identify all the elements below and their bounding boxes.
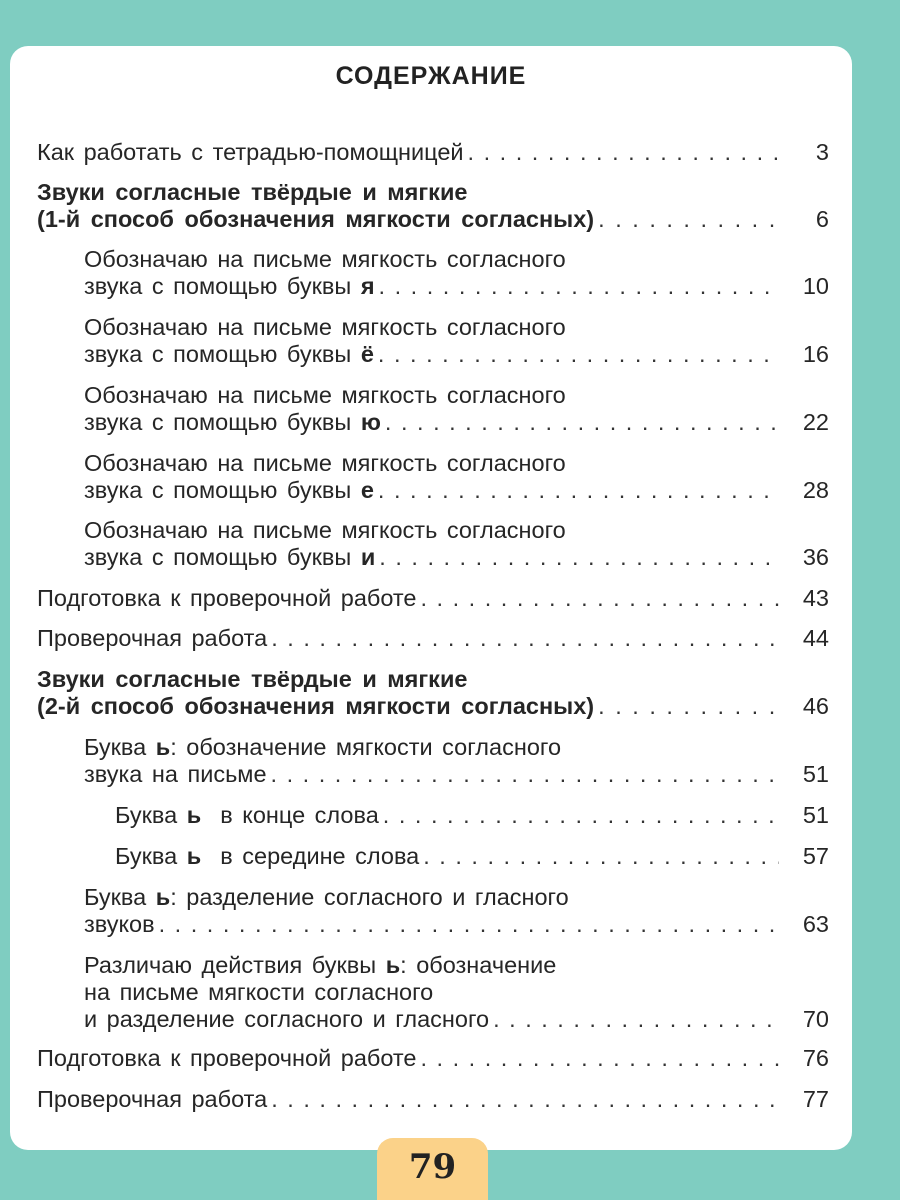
leader-dots (468, 139, 779, 166)
toc-entry-title: Обозначаю на письме мягкость согласного (84, 450, 566, 476)
toc-entry (37, 1086, 829, 1113)
toc-entry-title: Проверочная работа (37, 625, 268, 651)
toc-section-subtitle: (2-й способ обозначения мягкости согласных) (37, 693, 595, 719)
toc-entry-title-cont: и разделение согласного и гласного (84, 1006, 490, 1032)
toc-entry (84, 884, 829, 938)
toc-entry (84, 382, 829, 436)
toc-section-subtitle: (1-й способ обозначения мягкости согласных) (37, 206, 595, 232)
toc-entry (84, 517, 829, 571)
page-number: 79 (408, 1147, 457, 1187)
toc-entry-page: 44 (802, 625, 829, 651)
highlight-letter: ь (385, 952, 401, 978)
toc-entry-page: 10 (802, 273, 829, 299)
toc-entry-page: 76 (802, 1045, 829, 1071)
highlight-letter: ь (186, 802, 202, 828)
leader-dots (379, 544, 779, 571)
toc-entry-title-cont: в конце слова (220, 802, 379, 828)
toc-entry-title: Обозначаю на письме мягкость согласного (84, 314, 566, 340)
leader-dots (493, 1006, 779, 1033)
toc-entry-page: 3 (815, 139, 829, 165)
toc-entry-page: 77 (802, 1086, 829, 1112)
page-title: СОДЕРЖАНИЕ (335, 62, 527, 90)
toc-entry-page: 28 (802, 477, 829, 503)
toc-entry-title-cont: звука с помощью буквы (84, 409, 361, 435)
toc-entry-title: Буква (84, 734, 156, 760)
toc-entry-title-cont: на письме мягкости согласного (84, 979, 434, 1005)
toc-entry-title: Проверочная работа (37, 1086, 268, 1112)
toc-entry-title: Обозначаю на письме мягкость согласного (84, 382, 566, 408)
leader-dots (598, 206, 779, 233)
toc-entry (37, 1045, 829, 1072)
leader-dots (379, 273, 779, 300)
toc-entry-title: Как работать с тетрадью-помощницей (37, 139, 464, 165)
highlight-letter: я (360, 273, 375, 299)
toc-entry-title-cont: звука на письме (84, 761, 267, 787)
toc-entry-title-cont: звуков (84, 911, 155, 937)
toc-entry-title-cont: звука с помощью буквы (84, 477, 361, 503)
toc-entry-page: 63 (802, 911, 829, 937)
leader-dots (271, 1086, 779, 1113)
toc-entry (37, 139, 829, 166)
leader-dots (271, 761, 779, 788)
leader-dots (383, 802, 779, 829)
toc-entry-title-cont: звука с помощью буквы (84, 341, 361, 367)
toc-entry (37, 585, 829, 612)
toc-entry-title: Различаю действия буквы (84, 952, 386, 978)
toc-section-title: Звуки согласные твёрдые и мягкие (37, 666, 468, 692)
leader-dots (378, 341, 779, 368)
toc-entry-title-rest: : обозначение мягкости согласного (170, 734, 562, 760)
leader-dots (420, 1045, 779, 1072)
toc-entry-page: 70 (802, 1006, 829, 1032)
highlight-letter: ю (360, 409, 381, 435)
toc-entry-page: 16 (802, 341, 829, 367)
leader-dots (378, 477, 779, 504)
highlight-letter: и (360, 544, 376, 570)
toc-entry-title: Подготовка к проверочной работе (37, 585, 417, 611)
toc-entry-page: 51 (802, 802, 829, 828)
toc-entry (115, 843, 829, 870)
toc-entry-title-cont: звука с помощью буквы (84, 544, 361, 570)
toc-entry-title: Буква (115, 802, 187, 828)
leader-dots (385, 409, 779, 436)
leader-dots (271, 625, 779, 652)
leader-dots (159, 911, 779, 938)
toc-section-title: Звуки согласные твёрдые и мягкие (37, 179, 468, 205)
toc-entry (84, 314, 829, 368)
highlight-letter: ь (155, 884, 171, 910)
toc-entry-title: Подготовка к проверочной работе (37, 1045, 417, 1071)
toc-entry (37, 625, 829, 652)
toc-entry-page: 36 (802, 544, 829, 570)
toc-entry-title: Обозначаю на письме мягкость согласного (84, 517, 566, 543)
leader-dots (423, 843, 779, 870)
toc-entry-title-cont: в середине слова (220, 843, 420, 869)
toc-entry-title-rest: : разделение согласного и гласного (170, 884, 569, 910)
toc-entry-title: Буква (84, 884, 156, 910)
toc-entry (115, 802, 829, 829)
toc-entry-title: Буква (115, 843, 187, 869)
toc-section (37, 179, 829, 233)
toc-entry-page: 43 (802, 585, 829, 611)
toc-page (10, 46, 852, 1150)
highlight-letter: ё (360, 341, 374, 367)
leader-dots (420, 585, 779, 612)
highlight-letter: ь (186, 843, 202, 869)
toc-entry (84, 450, 829, 504)
toc-entry-page: 46 (802, 693, 829, 719)
toc-entry (84, 246, 829, 300)
toc-entry-page: 6 (815, 206, 829, 232)
toc-entry-title: Обозначаю на письме мягкость согласного (84, 246, 566, 272)
toc-entry-page: 57 (802, 843, 829, 869)
toc-entry (84, 734, 829, 788)
toc-entry-title-cont: звука с помощью буквы (84, 273, 361, 299)
toc-entry-page: 51 (802, 761, 829, 787)
toc-entry-page: 22 (802, 409, 829, 435)
highlight-letter: е (360, 477, 374, 503)
leader-dots (598, 693, 779, 720)
toc-entry (84, 952, 829, 1033)
toc-entry-title-rest: : обозначение (400, 952, 557, 978)
page-number-tab (377, 1138, 488, 1200)
toc-section (37, 666, 829, 720)
highlight-letter: ь (155, 734, 171, 760)
